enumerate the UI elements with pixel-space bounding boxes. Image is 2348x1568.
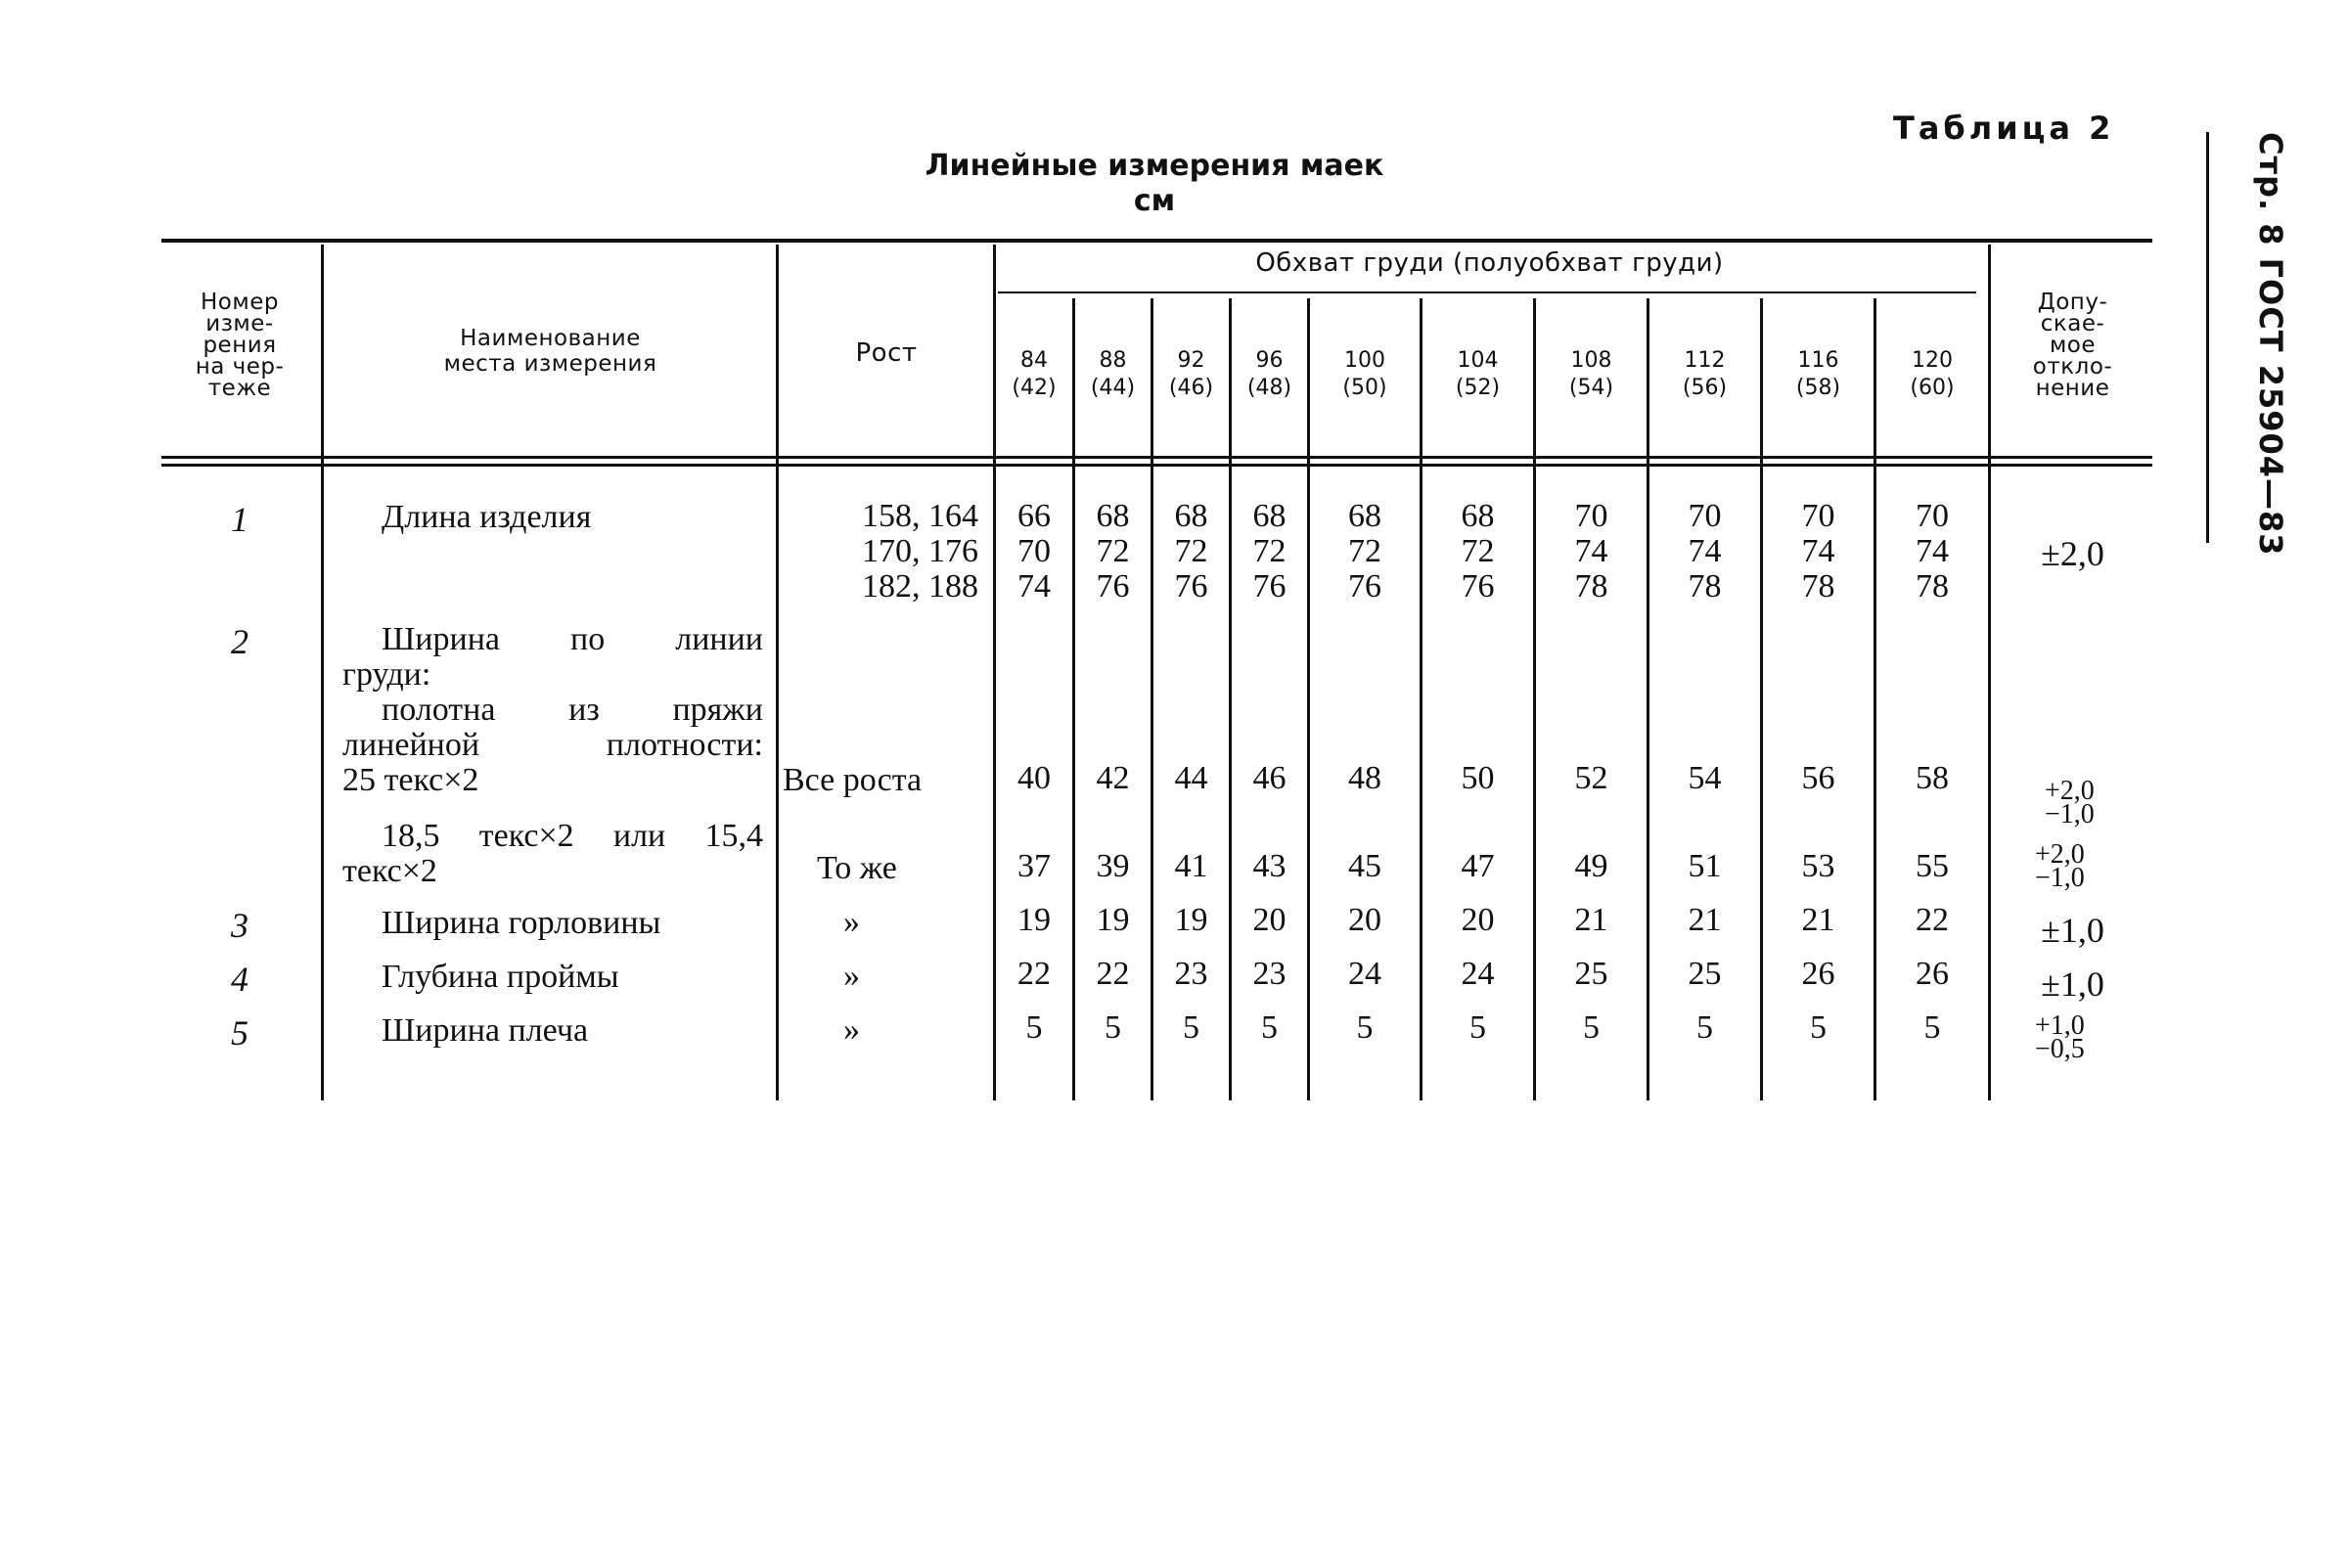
value-cell: 24: [1461, 956, 1495, 992]
size-header: 88 (44): [1090, 348, 1136, 400]
size-header: 112 (56): [1682, 348, 1728, 400]
side-page-label: Стр. 8 ГОСТ 25904—83: [2252, 132, 2289, 557]
value-cell: 41: [1174, 848, 1208, 884]
value-cell: 70 74 78: [1574, 498, 1608, 605]
tolerance-cell: +2,0 −1,0: [2035, 839, 2085, 893]
value-cell: 50: [1461, 760, 1495, 796]
col-line: [1988, 245, 1991, 1100]
chest-group-rule: [998, 291, 1976, 293]
table-title: Линейные измерения маек: [925, 149, 1384, 183]
value-cell: 5: [1583, 1009, 1600, 1046]
header-tolerance: Допу- скае- мое откло- нение: [2032, 290, 2113, 401]
value-cell: 47: [1461, 848, 1495, 884]
col-line: [321, 245, 324, 1100]
value-cell: 5: [1810, 1009, 1827, 1046]
row-number: 2: [231, 622, 248, 661]
value-cell: 68 72 76: [1096, 498, 1130, 605]
table-top-rule: [161, 239, 2152, 243]
value-cell: 5: [1105, 1009, 1121, 1046]
value-cell: 25: [1688, 956, 1722, 992]
value-cell: 23: [1174, 956, 1208, 992]
header-bottom-rule-1: [161, 456, 2152, 459]
row-name: Длина изделия: [382, 499, 592, 535]
value-cell: 55: [1916, 848, 1949, 884]
value-cell: 5: [1025, 1009, 1043, 1046]
table-caption: Таблица 2: [1893, 110, 2115, 147]
size-header: 120 (60): [1910, 348, 1955, 400]
value-cell: 45: [1348, 848, 1381, 884]
value-cell: 26: [1916, 956, 1949, 992]
value-cell: 48: [1348, 760, 1381, 796]
value-cell: 19: [1096, 902, 1130, 938]
table-unit: см: [1133, 184, 1176, 218]
height-cell: »: [843, 904, 860, 940]
side-label-rule: [2206, 132, 2209, 543]
value-cell: 22: [1017, 956, 1051, 992]
value-cell: 43: [1252, 848, 1287, 884]
value-cell: 68 72 76: [1348, 498, 1381, 605]
header-chest-group: Обхват груди (полуобхват груди): [1255, 248, 1724, 278]
value-cell: 5: [1356, 1009, 1374, 1046]
header-place: Наименование места измерения: [443, 326, 657, 377]
value-cell: 56: [1801, 760, 1835, 796]
value-cell: 19: [1174, 902, 1208, 938]
col-line: [776, 245, 779, 1100]
tolerance-cell: ±2,0: [2041, 534, 2104, 573]
value-cell: 42: [1096, 760, 1130, 796]
size-header: 104 (52): [1455, 348, 1501, 400]
value-cell: 20: [1461, 902, 1495, 938]
tolerance-cell: ±1,0: [2041, 911, 2104, 950]
value-cell: 68 72 76: [1252, 498, 1287, 605]
value-cell: 53: [1801, 848, 1835, 884]
value-cell: 19: [1017, 902, 1051, 938]
value-cell: 21: [1801, 902, 1835, 938]
row-name: 18,5 текс×2 или 15,4 текс×2: [342, 818, 763, 889]
header-bottom-rule-2: [161, 464, 2152, 467]
value-cell: 26: [1801, 956, 1835, 992]
tolerance-cell: +2,0 −1,0: [2045, 776, 2095, 829]
size-header: 100 (50): [1342, 348, 1387, 400]
height-cell: 158, 164 170, 176 182, 188: [862, 498, 978, 605]
value-cell: 20: [1252, 902, 1287, 938]
row-number: 3: [231, 906, 248, 945]
row-name: Глубина проймы: [382, 959, 619, 995]
value-cell: 22: [1096, 956, 1130, 992]
row-name: Ширина по линии груди: полотна из пряжи линейной плотности: 25 текс×2: [342, 621, 763, 798]
height-cell: То же: [817, 850, 897, 886]
value-cell: 68 72 76: [1174, 498, 1208, 605]
value-cell: 21: [1574, 902, 1608, 938]
value-cell: 66 70 74: [1017, 498, 1051, 605]
header-number: Номер изме- рения на чер- теже: [195, 290, 285, 401]
value-cell: 49: [1574, 848, 1608, 884]
value-cell: 5: [1696, 1009, 1713, 1046]
value-cell: 25: [1574, 956, 1608, 992]
value-cell: 22: [1916, 902, 1949, 938]
value-cell: 21: [1688, 902, 1722, 938]
row-number: 1: [231, 500, 248, 539]
value-cell: 70 74 78: [1688, 498, 1722, 605]
value-cell: 40: [1017, 760, 1051, 796]
value-cell: 70 74 78: [1916, 498, 1949, 605]
height-cell: Все роста: [783, 762, 923, 798]
value-cell: 23: [1252, 956, 1287, 992]
size-header: 108 (54): [1568, 348, 1614, 400]
height-cell: »: [843, 958, 860, 994]
size-header: 92 (46): [1168, 348, 1214, 400]
value-cell: 54: [1688, 760, 1722, 796]
value-cell: 37: [1017, 848, 1051, 884]
value-cell: 24: [1348, 956, 1381, 992]
size-header: 116 (58): [1795, 348, 1841, 400]
height-cell: »: [843, 1011, 860, 1048]
value-cell: 5: [1261, 1009, 1278, 1046]
value-cell: 70 74 78: [1801, 498, 1835, 605]
row-number: 4: [231, 960, 248, 999]
header-height: Рост: [855, 338, 918, 368]
value-cell: 58: [1916, 760, 1949, 796]
value-cell: 46: [1252, 760, 1287, 796]
value-cell: 52: [1574, 760, 1608, 796]
value-cell: 5: [1923, 1009, 1941, 1046]
tolerance-cell: ±1,0: [2041, 964, 2104, 1004]
row-name: Ширина горловины: [382, 905, 661, 941]
size-header: 84 (42): [1012, 348, 1057, 400]
value-cell: 51: [1688, 848, 1722, 884]
value-cell: 44: [1174, 760, 1208, 796]
value-cell: 5: [1183, 1009, 1199, 1046]
row-number: 5: [231, 1013, 248, 1053]
value-cell: 5: [1469, 1009, 1486, 1046]
tolerance-cell: +1,0 −0,5: [2035, 1010, 2085, 1064]
size-header: 96 (48): [1246, 348, 1292, 400]
row-name: Ширина плеча: [382, 1012, 589, 1049]
value-cell: 20: [1348, 902, 1381, 938]
value-cell: 68 72 76: [1461, 498, 1495, 605]
value-cell: 39: [1096, 848, 1130, 884]
